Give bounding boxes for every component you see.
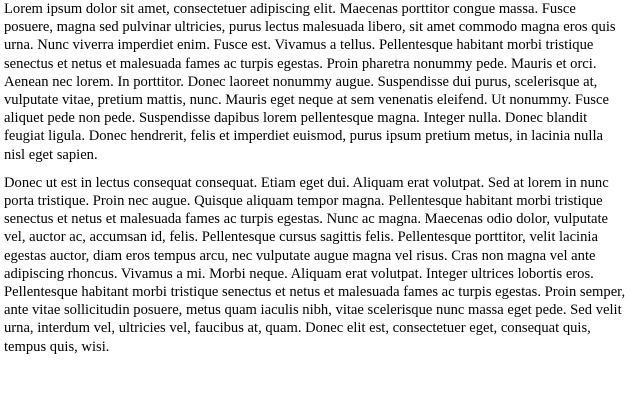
paragraph-2: Donec ut est in lectus consequat consequat. Etiam eget dui. Aliquam erat volutpat. Sed at lorem in nunc porta tristique. Proin nec augue. Quisque aliquam tempor magna. Pellentesque habitant morbi tristique senectus et netus et malesuada fames ac turpis egestas. Nunc ac magna. Maecenas odio dolor, vulputate vel, auctor ac, accumsan id, felis. Pellentesque cursus sagittis felis. Pellentesque porttitor, velit lacinia egestas auctor, diam eros tempus arcu, nec vulputate augue magna vel risus. Cras non magna vel ante adipiscing rhoncus. Vivamus a mi. Morbi neque. Aliquam erat volutpat. Integer ultrices lobortis eros. Pellentesque habitant morbi tristique senectus et netus et malesuada fames ac turpis egestas. Proin semper, ante vitae sollicitudin posuere, metus quam iaculis nibh, vitae scelerisque nunc massa eget pede. Sed velit urna, interdum vel, ultricies vel, faucibus at, quam. Donec elit est, consectetuer eget, consequat quis, tempus quis, wisi. [4,174,626,355]
paragraph-1: Lorem ipsum dolor sit amet, consectetuer adipiscing elit. Maecenas porttitor congue massa. Fusce posuere, magna sed pulvinar ultricies, purus lectus malesuada libero, sit amet commodo magna eros quis urna. Nunc viverra imperdiet enim. Fusce est. Vivamus a tellus. Pellentesque habitant morbi tristique senectus et netus et malesuada fames ac turpis egestas. Proin pharetra nonummy pede. Mauris et orci. Aenean nec lorem. In porttitor. Donec laoreet nonummy augue. Suspendisse dui purus, scelerisque at, vulputate vitae, pretium mattis, nunc. Mauris eget neque at sem venenatis eleifend. Ut nonummy. Fusce aliquet pede non pede. Suspendisse dapibus lorem pellentesque magna. Integer nulla. Donec blandit feugiat ligula. Donec hendrerit, felis et imperdiet euismod, purus ipsum pretium metus, in lacinia nulla nisl eget sapien. [4,1,616,163]
